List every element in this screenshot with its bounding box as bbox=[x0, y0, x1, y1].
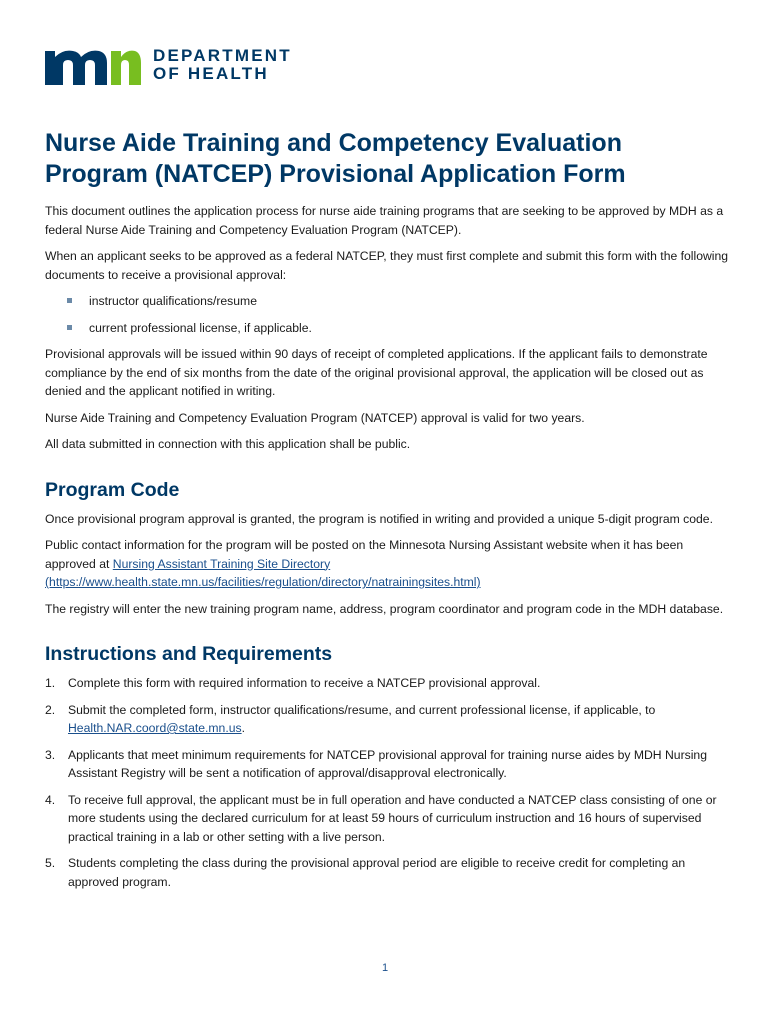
program-code-paragraph-1: Once provisional program approval is granted, the program is notified in writing and provided a unique 5-digit program code. bbox=[45, 511, 713, 526]
site-directory-link[interactable]: Nursing Assistant Training Site Directory bbox=[112, 556, 331, 571]
document-body bbox=[45, 128, 730, 899]
page-title: Nurse Aide Training and Competency Evaluation Program (NATCEP) Provisional Application Form bbox=[45, 129, 626, 188]
mdh-logo bbox=[45, 44, 292, 86]
list-item: 4. To receive full approval, the applicant must be in full operation and have conducted a NATCEP class consisting of one or more students using the declared curriculum for at least 59 hours of curriculum instruction and 16 hours of supervised practical training in a lab or other setting with a live person. bbox=[45, 792, 717, 844]
logo-line-1: DEPARTMENT bbox=[153, 46, 292, 65]
intro-paragraph-1: This document outlines the application process for nurse aide training programs that are seeking to be approved by MDH as a federal Nurse Aide Training and Competency Evaluation Program (NATCEP). bbox=[45, 204, 724, 237]
intro-paragraph-2: When an applicant seeks to be approved as a federal NATCEP, they must first complete and submit this form with the following documents to receive a provisional approval: bbox=[45, 249, 729, 282]
provisional-approvals-paragraph: Provisional approvals will be issued within 90 days of receipt of completed applications. If the applicant fails to demonstrate compliance by the end of six months from the date of the original provisional approval, the application will be closed out as denied and the applicant notified in writing. bbox=[45, 347, 708, 398]
instructions-list bbox=[45, 674, 730, 891]
list-item: 5. Students completing the class during the provisional approval period are eligible to receive credit for completing an approved program. bbox=[45, 856, 686, 889]
list-item: instructor qualifications/resume bbox=[67, 292, 730, 311]
program-code-heading: Program Code bbox=[45, 478, 180, 501]
list-item: 3. Applicants that meet minimum requirements for NATCEP provisional approval for training nurse aides by MDH Nursing Assistant Registry will be sent a notification of approval/disapproval electronically. bbox=[45, 747, 707, 780]
public-data-paragraph: All data submitted in connection with this application shall be public. bbox=[45, 437, 411, 451]
validity-paragraph: Nurse Aide Training and Competency Evaluation Program (NATCEP) approval is valid for two years. bbox=[45, 410, 585, 425]
site-directory-url-link[interactable]: (https://www.health.state.mn.us/facilities/regulation/directory/natrainingsites.html) bbox=[45, 575, 481, 589]
bullet-square-icon bbox=[67, 298, 72, 303]
instructions-heading: Instructions and Requirements bbox=[45, 643, 333, 665]
email-link[interactable]: Health.NAR.coord@state.mn.us bbox=[68, 721, 242, 735]
required-documents-list bbox=[45, 292, 730, 337]
logo-wordmark bbox=[153, 47, 292, 83]
page-number: 1 bbox=[381, 962, 389, 974]
list-item: 2. Submit the completed form, instructor qualifications/resume, and current professional license, if applicable, to Health.NAR.coord@state.mn.us. bbox=[45, 702, 656, 735]
list-item: current professional license, if applicable. bbox=[67, 319, 730, 338]
logo-line-2: OF HEALTH bbox=[153, 64, 269, 83]
bullet-square-icon bbox=[67, 325, 72, 330]
mn-logo-icon bbox=[45, 45, 141, 85]
program-code-paragraph-3: The registry will enter the new training program name, address, program coordinator and program code in the MDH database. bbox=[45, 601, 724, 616]
program-code-paragraph-2: Public contact information for the program will be posted on the Minnesota Nursing Assistant website when it has been approved at Nursing Assistant Training Site Directory (https://www.health.state.mn.us/facilities/regulation/directory/natrainingsites.html) bbox=[45, 538, 684, 589]
list-item: 1. Complete this form with required information to receive a NATCEP provisional approval. bbox=[45, 676, 541, 690]
